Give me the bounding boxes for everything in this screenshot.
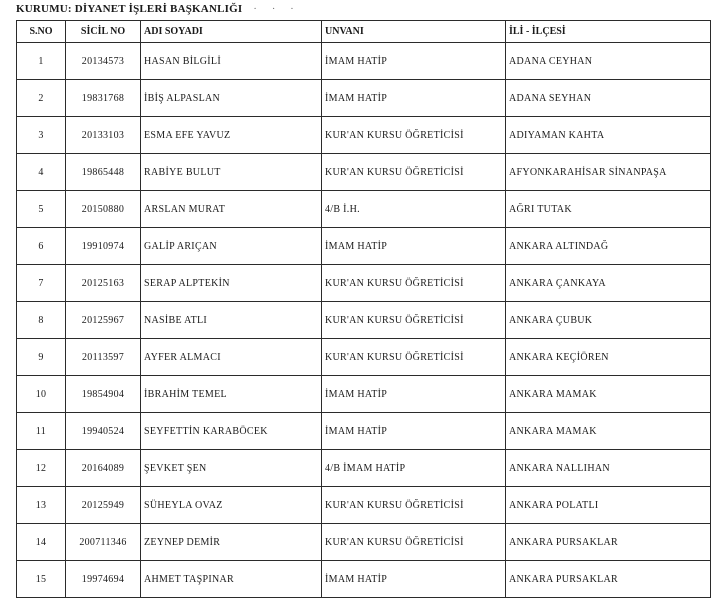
cell-title: KUR'AN KURSU ÖĞRETİCİSİ: [322, 117, 506, 154]
cell-sicil: 19831768: [66, 80, 141, 117]
cell-title: İMAM HATİP: [322, 413, 506, 450]
cell-title: İMAM HATİP: [322, 561, 506, 598]
cell-name: AHMET TAŞPINAR: [141, 561, 322, 598]
cell-place: AFYONKARAHİSAR SİNANPAŞA: [506, 154, 711, 191]
table-row: [17, 302, 711, 339]
cell-no: 7: [17, 265, 66, 302]
cell-name: İBRAHİM TEMEL: [141, 376, 322, 413]
cell-sicil: 200711346: [66, 524, 141, 561]
cell-sicil: 20125163: [66, 265, 141, 302]
cell-name: ARSLAN MURAT: [141, 191, 322, 228]
cell-place: ANKARA NALLIHAN: [506, 450, 711, 487]
cell-no: 6: [17, 228, 66, 265]
table-row: [17, 117, 711, 154]
cell-place: ADANA CEYHAN: [506, 43, 711, 80]
table-row: [17, 228, 711, 265]
table-row: [17, 524, 711, 561]
column-header-title: UNVANI: [322, 21, 506, 43]
cell-sicil: 20150880: [66, 191, 141, 228]
table-row: [17, 80, 711, 117]
table-row: [17, 43, 711, 80]
cell-no: 11: [17, 413, 66, 450]
cell-name: AYFER ALMACI: [141, 339, 322, 376]
cell-title: İMAM HATİP: [322, 228, 506, 265]
cell-title: KUR'AN KURSU ÖĞRETİCİSİ: [322, 524, 506, 561]
cell-no: 13: [17, 487, 66, 524]
cell-title: 4/B İMAM HATİP: [322, 450, 506, 487]
institution-label: KURUMU: DİYANET İŞLERİ BAŞKANLIĞI: [16, 3, 243, 15]
cell-no: 5: [17, 191, 66, 228]
cell-title: KUR'AN KURSU ÖĞRETİCİSİ: [322, 339, 506, 376]
cell-name: SEYFETTİN KARABÖCEK: [141, 413, 322, 450]
table-row: [17, 561, 711, 598]
cell-sicil: 20125949: [66, 487, 141, 524]
cell-title: İMAM HATİP: [322, 376, 506, 413]
cell-no: 1: [17, 43, 66, 80]
cell-name: SÜHEYLA OVAZ: [141, 487, 322, 524]
cell-place: ANKARA POLATLI: [506, 487, 711, 524]
cell-title: KUR'AN KURSU ÖĞRETİCİSİ: [322, 487, 506, 524]
table-row: [17, 191, 711, 228]
cell-sicil: 20133103: [66, 117, 141, 154]
cell-name: RABİYE BULUT: [141, 154, 322, 191]
cell-place: ANKARA MAMAK: [506, 376, 711, 413]
cell-sicil: 20113597: [66, 339, 141, 376]
cell-name: NASİBE ATLI: [141, 302, 322, 339]
table-body: [17, 43, 711, 598]
cell-no: 14: [17, 524, 66, 561]
cell-no: 8: [17, 302, 66, 339]
personnel-table: [16, 20, 711, 598]
cell-sicil: 20164089: [66, 450, 141, 487]
cell-sicil: 19974694: [66, 561, 141, 598]
cell-name: SERAP ALPTEKİN: [141, 265, 322, 302]
document-header: [16, 3, 300, 15]
cell-place: ANKARA MAMAK: [506, 413, 711, 450]
table-row: [17, 339, 711, 376]
cell-title: KUR'AN KURSU ÖĞRETİCİSİ: [322, 265, 506, 302]
cell-sicil: 19865448: [66, 154, 141, 191]
cell-title: KUR'AN KURSU ÖĞRETİCİSİ: [322, 302, 506, 339]
table-row: [17, 376, 711, 413]
cell-sicil: 19910974: [66, 228, 141, 265]
cell-sicil: 19854904: [66, 376, 141, 413]
cell-no: 2: [17, 80, 66, 117]
cell-place: ANKARA ALTINDAĞ: [506, 228, 711, 265]
cell-name: İBİŞ ALPASLAN: [141, 80, 322, 117]
column-header-name: ADI SOYADI: [141, 21, 322, 43]
column-header-sicil: SİCİL NO: [66, 21, 141, 43]
cell-name: ESMA EFE YAVUZ: [141, 117, 322, 154]
cell-title: İMAM HATİP: [322, 80, 506, 117]
cell-no: 12: [17, 450, 66, 487]
cell-place: ADANA SEYHAN: [506, 80, 711, 117]
cell-place: ANKARA PURSAKLAR: [506, 561, 711, 598]
cell-title: KUR'AN KURSU ÖĞRETİCİSİ: [322, 154, 506, 191]
table-header-row: [17, 21, 711, 43]
column-header-no: S.NO: [17, 21, 66, 43]
cell-no: 4: [17, 154, 66, 191]
table-row: [17, 487, 711, 524]
cell-name: HASAN BİLGİLİ: [141, 43, 322, 80]
cell-place: AĞRI TUTAK: [506, 191, 711, 228]
cell-sicil: 20125967: [66, 302, 141, 339]
table-row: [17, 154, 711, 191]
cell-title: 4/B İ.H.: [322, 191, 506, 228]
cell-no: 15: [17, 561, 66, 598]
table-row: [17, 413, 711, 450]
cell-place: ADIYAMAN KAHTA: [506, 117, 711, 154]
cell-place: ANKARA ÇUBUK: [506, 302, 711, 339]
scan-marks: · · ·: [253, 3, 300, 15]
cell-place: ANKARA KEÇİÖREN: [506, 339, 711, 376]
table-row: [17, 450, 711, 487]
column-header-place: İLİ - İLÇESİ: [506, 21, 711, 43]
cell-name: ZEYNEP DEMİR: [141, 524, 322, 561]
cell-no: 9: [17, 339, 66, 376]
cell-title: İMAM HATİP: [322, 43, 506, 80]
cell-name: GALİP ARIÇAN: [141, 228, 322, 265]
cell-name: ŞEVKET ŞEN: [141, 450, 322, 487]
cell-sicil: 20134573: [66, 43, 141, 80]
cell-place: ANKARA ÇANKAYA: [506, 265, 711, 302]
cell-sicil: 19940524: [66, 413, 141, 450]
cell-place: ANKARA PURSAKLAR: [506, 524, 711, 561]
cell-no: 3: [17, 117, 66, 154]
table-row: [17, 265, 711, 302]
cell-no: 10: [17, 376, 66, 413]
